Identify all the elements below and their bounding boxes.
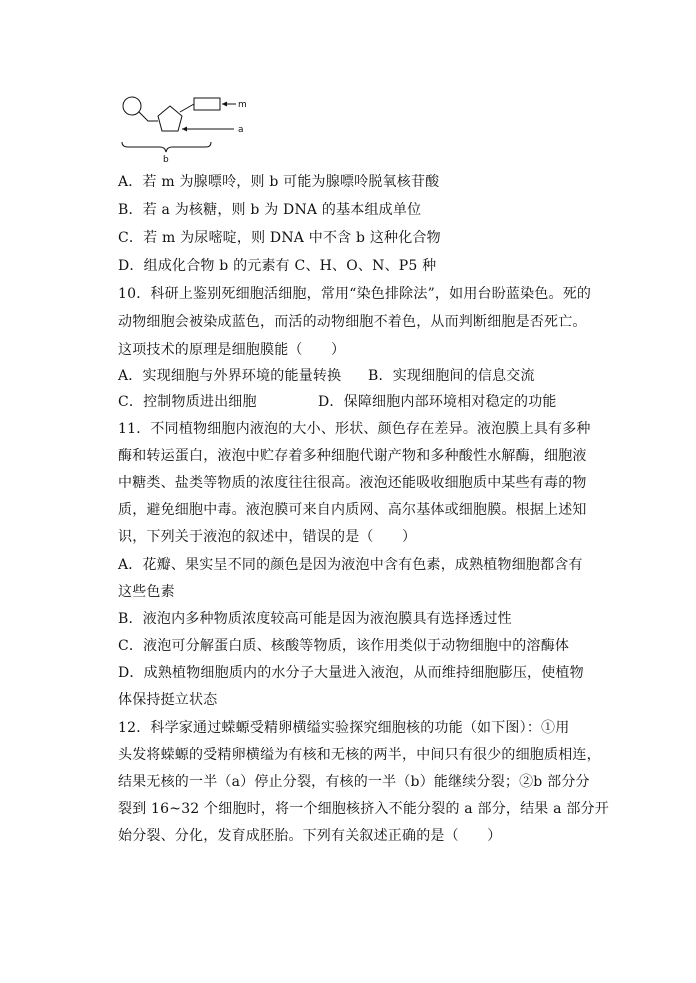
q9-option-b: B．若 a 为核糖，则 b 为 DNA 的基本组成单位 — [118, 202, 422, 218]
q10-options-row-2 — [118, 392, 588, 412]
sugar-base-bond — [180, 104, 194, 112]
q10-option-a: A．实现细胞与外界环境的能量转换 — [118, 368, 342, 384]
brace-b — [122, 142, 211, 152]
q12-stem-line-4: 裂到 16~32 个细胞时，将一个细胞核挤入不能分裂的 a 部分，结果 a 部分开 — [118, 801, 609, 817]
q10-stem-line-1: 10．科研上鉴别死细胞活细胞，常用“染色排除法”，如用台盼蓝染色。死的 — [118, 286, 592, 302]
label-b: b — [163, 155, 169, 165]
q11-stem-line-5: 识，下列关于液泡的叙述中，错误的是（ ） — [118, 529, 417, 545]
phosphate-sugar-bond — [139, 112, 158, 121]
base-rectangle — [194, 98, 220, 110]
q10-option-b: B．实现细胞间的信息交流 — [368, 368, 535, 384]
q11-option-a-line-2: 这些色素 — [118, 584, 175, 600]
q12-stem-line-3: 结果无核的一半（a）停止分裂，有核的一半（b）能继续分裂；②b 部分分 — [118, 774, 590, 790]
q10-stem-line-3: 这项技术的原理是细胞膜能（ ） — [118, 342, 346, 358]
q10-stem-line-2: 动物细胞会被染成蓝色，而活的动物细胞不着色，从而判断细胞是否死亡。 — [118, 314, 587, 330]
q11-stem-line-4: 质，避免细胞中毒。液泡膜可来自内质网、高尔基体或细胞膜。根据上述知 — [118, 502, 587, 518]
q11-option-d-line-2: 体保持挺立状态 — [118, 692, 218, 708]
q11-stem-line-2: 酶和转运蛋白，液泡中贮存着多种细胞代谢产物和多种酸性水解酶，细胞液 — [118, 448, 587, 464]
phosphate-circle — [123, 97, 141, 115]
q11-stem-line-1: 11．不同植物细胞内液泡的大小、形状、颜色存在差异。液泡膜上具有多种 — [118, 421, 591, 437]
arrow-m-head — [222, 102, 227, 107]
q12-stem-line-1: 12．科学家通过蝾螈受精卵横缢实验探究细胞核的功能（如下图）：①用 — [118, 720, 570, 736]
nucleotide-diagram-svg — [118, 94, 268, 166]
q12-stem-line-2: 头发将蝾螈的受精卵横缢为有核和无核的两半，中间只有很少的细胞质相连， — [118, 747, 601, 763]
q10-options-row-1 — [118, 366, 588, 386]
q11-option-b: B．液泡内多种物质浓度较高可能是因为液泡膜具有选择透过性 — [118, 611, 512, 627]
q11-option-a-line-1: A．花瓣、果实呈不同的颜色是因为液泡中含有色素，成熟植物细胞都含有 — [118, 557, 583, 573]
q9-option-c: C．若 m 为尿嘧啶，则 DNA 中不含 b 这种化合物 — [118, 230, 441, 246]
label-a: a — [238, 125, 244, 135]
q9-option-a: A．若 m 为腺嘌呤，则 b 可能为腺嘌呤脱氧核苷酸 — [118, 174, 440, 190]
q11-option-d-line-1: D．成熟植物细胞质内的水分子大量进入液泡，从而维持细胞膨压，使植物 — [118, 665, 584, 681]
q9-option-d: D．组成化合物 b 的元素有 C、H、O、N、P5 种 — [118, 258, 437, 274]
q11-stem-line-3: 中糖类、盐类等物质的浓度往往很高。液泡还能吸收细胞质中某些有毒的物 — [118, 475, 587, 491]
q10-option-c: C．控制物质进出细胞 — [118, 394, 257, 410]
label-m: m — [238, 100, 247, 110]
q12-stem-line-5: 始分裂、分化，发育成胚胎。下列有关叙述正确的是（ ） — [118, 828, 502, 844]
arrow-a-head — [182, 127, 187, 132]
q10-option-d: D．保障细胞内部环境相对稳定的功能 — [318, 394, 557, 410]
nucleotide-diagram — [118, 94, 268, 166]
pentose-pentagon — [158, 106, 182, 131]
q11-option-c: C．液泡可分解蛋白质、核酸等物质，该作用类似于动物细胞中的溶酶体 — [118, 638, 570, 654]
